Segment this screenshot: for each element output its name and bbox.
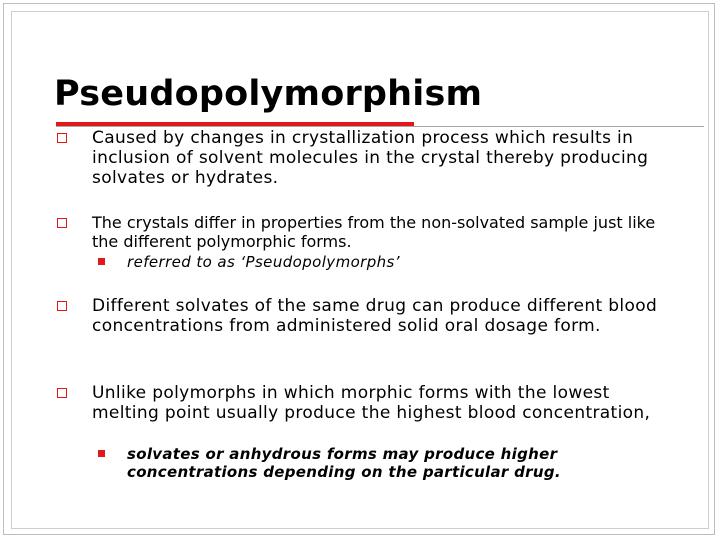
hollow-square-bullet-icon	[57, 218, 67, 228]
slide-title: Pseudopolymorphism	[54, 74, 483, 114]
bullet-4-subitem-line-2: concentrations depending on the particular drug.	[127, 463, 561, 481]
hollow-square-bullet-icon	[57, 388, 67, 398]
bullet-2-subitem-text: referred to as ‘Pseudopolymorphs’	[127, 253, 400, 271]
filled-square-bullet-icon	[98, 450, 105, 457]
filled-square-bullet-icon	[98, 258, 105, 265]
hollow-square-bullet-icon	[57, 133, 67, 143]
bullet-1-text: Caused by changes in crystallization process which results in inclusion of solvent molecules in the crystal thereby producing solvates or hydrates.	[92, 128, 649, 188]
bullet-4-text: Unlike polymorphs in which morphic forms with the lowest melting point usually produce the highest blood concentration,	[92, 383, 651, 423]
bullet-3-text: Different solvates of the same drug can produce different blood concentrations from administered solid oral dosage form.	[92, 296, 658, 336]
bullet-4-subitem-line-1: solvates or anhydrous forms may produce higher	[127, 445, 558, 463]
bullet-2-text: The crystals differ in properties from the non-solvated sample just like the different polymorphic forms.	[92, 213, 656, 251]
title-divider-line	[56, 126, 704, 127]
hollow-square-bullet-icon	[57, 301, 67, 311]
